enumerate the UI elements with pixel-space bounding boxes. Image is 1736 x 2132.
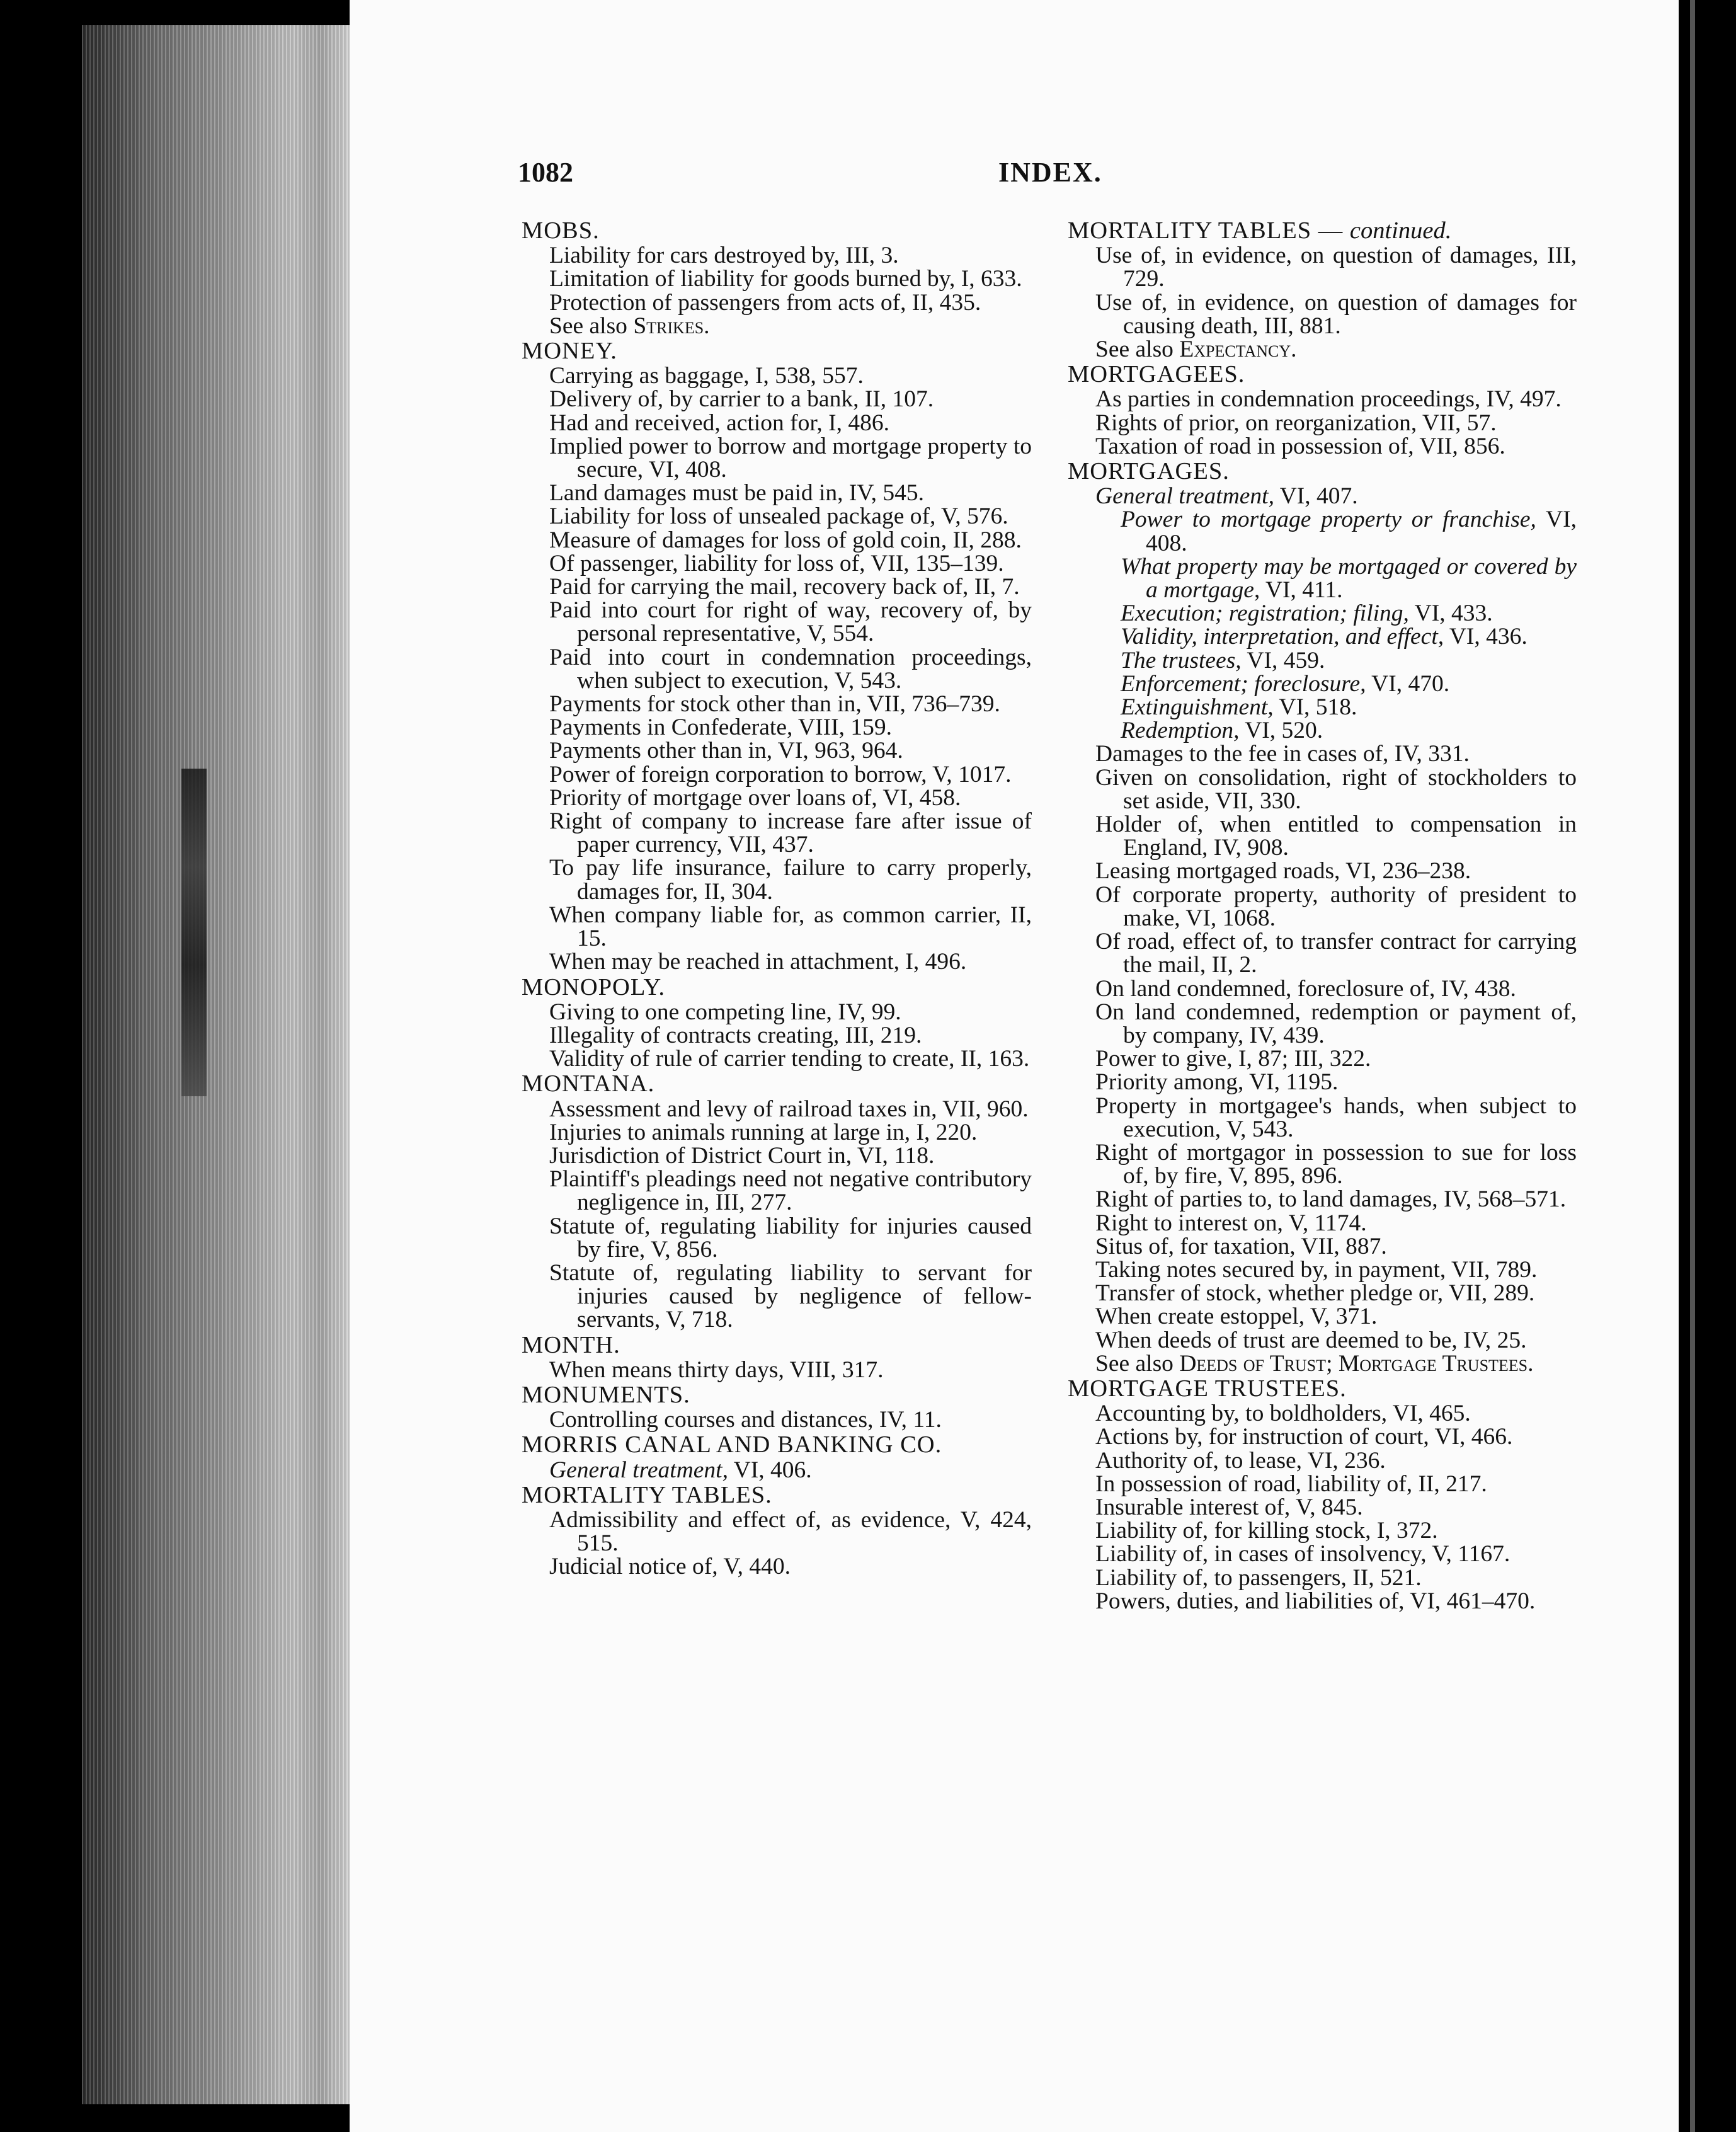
entry-text: To pay life insurance, failure to carry properly, damages for, II, 304. [549,855,1032,905]
index-entry [1068,696,1577,719]
index-entry [1068,1141,1577,1188]
index-entry [522,763,1032,786]
index-entry [1068,672,1577,696]
entry-text: Admissibility and effect of, as evidence, V, 424, 515. [549,1506,1032,1557]
entry-text: MORTALITY TABLES — [1068,217,1350,244]
entry-text: MORRIS CANAL AND BANKING CO. [522,1431,942,1459]
entry-text: Validity of rule of carrier tending to create, II, 163. [549,1046,1030,1072]
index-entry [1068,1047,1577,1070]
index-entry [522,646,1032,692]
index-heading [522,1381,1032,1408]
index-entry [522,529,1032,552]
index-heading [522,219,1032,243]
index-heading [522,1481,1032,1508]
entry-text: MORTGAGEES. [1068,361,1245,388]
index-entry [1068,338,1577,361]
entry-text: Right of parties to, to land damages, IV, 568–571. [1095,1186,1567,1213]
index-entry [522,411,1032,435]
index-entry [522,716,1032,739]
index-entry [522,856,1032,903]
entry-text: Controlling courses and distances, IV, 11. [549,1407,942,1433]
index-heading [1068,1377,1577,1401]
entry-text: See also [1095,1350,1180,1377]
entry-text: Actions by, for instruction of court, VI, 466. [1095,1424,1513,1450]
continued-marker: continued. [1349,217,1452,244]
index-entry [522,1047,1032,1070]
entry-italic-label: Enforcement; foreclosure, [1121,670,1366,697]
entry-text: See also [549,312,634,339]
entry-text: MONOPOLY. [522,973,665,1000]
index-entry [1068,1425,1577,1448]
entry-text: Use of, in evidence, on question of damages, III, 729. [1095,243,1577,292]
entry-text: MONTH. [522,1331,620,1358]
index-entry [522,481,1032,505]
index-entry [522,739,1032,762]
entry-text: When means thirty days, VIII, 317. [549,1356,884,1383]
index-entry [1068,555,1577,602]
index-entry [522,1144,1032,1167]
entry-text: MOBS. [522,217,600,244]
index-entry [1068,411,1577,435]
entry-italic-label: Validity, interpretation, and effect, [1121,624,1444,650]
entry-text: See also [1095,336,1180,363]
entry-text: Property in mortgagee's hands, when subject to execution, V, 543. [1095,1092,1577,1142]
entry-text: Liability of, to passengers, II, 521. [1095,1564,1422,1591]
index-heading [1068,363,1577,386]
entry-text: As parties in condemnation proceedings, IV, 497. [1095,386,1562,413]
entry-text: MONEY. [522,338,617,365]
entry-text: Taking notes secured by, in payment, VII, 789. [1095,1256,1538,1283]
index-entry [1068,1070,1577,1094]
index-entry [1068,766,1577,813]
entry-text: MORTGAGES. [1068,458,1230,485]
index-entry [1068,435,1577,458]
index-entry [1068,291,1577,338]
index-entry [522,1459,1032,1482]
index-entry [522,599,1032,645]
entry-text: Had and received, action for, I, 486. [549,410,889,436]
entry-text: Holder of, when entitled to compensation in England, IV, 908. [1095,811,1577,861]
entry-text: When may be reached in attachment, I, 496. [549,949,967,975]
entry-text: VI, 411. [1260,577,1343,604]
entry-text: Paid into court in condemnation proceedings, when subject to execution, V, 543. [549,644,1032,694]
entry-text: Statute of, regulating liability to servant for injuries caused by negligence of fellow-servants, V, 718. [549,1259,1032,1333]
index-heading [522,973,1032,1000]
index-entry [1068,1402,1577,1425]
entry-text: On land condemned, redemption or payment of, by company, IV, 439. [1095,999,1577,1048]
index-entry [1068,1449,1577,1472]
index-entry [522,552,1032,575]
cross-reference: Deeds of Trust; Mortgage Trustees. [1179,1350,1534,1377]
entry-italic-label: General treatment, [1095,483,1274,510]
index-entry [522,1098,1032,1121]
index-entry [522,1000,1032,1024]
page-number: 1082 [518,157,573,188]
index-entry [1068,1212,1577,1235]
entry-text: In possession of road, liability of, II, 217. [1095,1470,1487,1497]
entry-text: Delivery of, by carrier to a bank, II, 107. [549,386,934,413]
entry-text: Giving to one competing line, IV, 99. [549,999,901,1025]
entry-text: Liability for loss of unsealed package of, V, 576. [549,503,1008,530]
entry-text: Priority among, VI, 1195. [1095,1069,1339,1096]
entry-text: Damages to the fee in cases of, IV, 331. [1095,741,1470,767]
entry-text: MONTANA. [522,1070,655,1098]
entry-text: VI, 408. [1146,507,1577,556]
index-entry [1068,1519,1577,1542]
entry-text: Transfer of stock, whether pledge or, VII, 289. [1095,1280,1535,1307]
index-entry [1068,508,1577,554]
entry-text: Accounting by, to boldholders, VI, 465. [1095,1401,1471,1427]
entry-text: VI, 406. [728,1457,812,1483]
entry-text: Limitation of liability for goods burned by, I, 633. [549,266,1022,292]
index-entry [1068,930,1577,977]
index-entry [1068,625,1577,648]
index-entry [1068,1542,1577,1566]
index-entry [522,387,1032,411]
entry-text: VI, 518. [1273,694,1357,721]
index-entry [1068,1281,1577,1305]
entry-text: Use of, in evidence, on question of damages for causing death, III, 881. [1095,289,1577,339]
entry-text: When create estoppel, V, 371. [1095,1304,1378,1330]
index-entry [1068,484,1577,508]
entry-text: Given on consolidation, right of stockholders to set aside, VII, 330. [1095,764,1577,814]
entry-text: VI, 470. [1366,670,1450,697]
index-entry [1068,602,1577,625]
entry-italic-label: The trustees, [1121,647,1242,673]
index-entry [522,786,1032,810]
entry-text: Carrying as baggage, I, 538, 557. [549,363,864,389]
entry-text: Power of foreign corporation to borrow, V, 1017. [549,761,1012,788]
entry-text: Right of company to increase fare after issue of paper currency, VII, 437. [549,808,1032,858]
running-head: INDEX. [998,157,1102,188]
entry-text: Liability for cars destroyed by, III, 3. [549,243,899,269]
index-entry [522,1215,1032,1261]
entry-text: Of passenger, liability for loss of, VII, 135–139. [549,550,1004,576]
index-heading [522,340,1032,363]
entry-text: Jurisdiction of District Court in, VI, 118. [549,1142,935,1169]
index-entry [1068,719,1577,742]
entry-text: Injuries to animals running at large in, I, 220. [549,1119,978,1145]
entry-text: Of road, effect of, to transfer contract for carrying the mail, II, 2. [1095,929,1577,978]
index-entry [1068,1094,1577,1141]
entry-text: MONUMENTS. [522,1381,690,1408]
entry-text: Plaintiff's pleadings need not negative contributory negligence in, III, 277. [549,1166,1032,1216]
index-entry [1068,1352,1577,1375]
entry-text: Power to give, I, 87; III, 322. [1095,1046,1371,1072]
index-column-left [522,217,1032,1579]
entry-italic-label: General treatment, [549,1457,728,1483]
index-column-right [1068,217,1577,1613]
entry-text: Of corporate property, authority of president to make, VI, 1068. [1095,881,1577,931]
index-entry [522,267,1032,290]
index-entry [522,244,1032,267]
index-entry [522,575,1032,599]
index-entry [522,1408,1032,1431]
spine-label-mark [181,769,207,1096]
right-page-edge [1679,0,1736,2132]
index-heading [1068,460,1577,483]
index-entry [522,1555,1032,1578]
index-entry [522,364,1032,387]
index-entry [1068,244,1577,290]
index-entry [1068,977,1577,1000]
entry-text: Judicial notice of, V, 440. [549,1554,791,1580]
index-entry [1068,1235,1577,1258]
entry-text: Liability of, for killing stock, I, 372. [1095,1518,1438,1544]
index-heading [522,1331,1032,1358]
cross-reference: Expectancy. [1179,336,1297,363]
entry-text: Payments for stock other than in, VII, 736–739. [549,691,1000,718]
entry-text: Illegality of contracts creating, III, 219. [549,1022,922,1048]
entry-text: Powers, duties, and liabilities of, VI, 461–470. [1095,1588,1536,1614]
entry-text: Measure of damages for loss of gold coin, II, 288. [549,527,1022,553]
index-entry [522,314,1032,338]
entry-italic-label: Power to mortgage property or franchise, [1121,507,1536,533]
book-page-edges [82,25,353,2104]
entry-text: MORTGAGE TRUSTEES. [1068,1375,1347,1402]
index-entry [1068,1258,1577,1281]
entry-text: Payments other than in, VI, 963, 964. [549,738,903,764]
index-entry [1068,1188,1577,1211]
index-entry [522,1508,1032,1555]
entry-text: Statute of, regulating liability for injuries caused by fire, V, 856. [549,1213,1032,1263]
index-heading [1068,219,1577,243]
index-entry [522,1121,1032,1144]
index-entry [522,1261,1032,1332]
index-entry [1068,883,1577,930]
entry-text: When deeds of trust are deemed to be, IV, 25. [1095,1327,1527,1353]
entry-text: Priority of mortgage over loans of, VI, 458. [549,784,961,811]
index-entry [522,505,1032,528]
index-entry [522,1167,1032,1214]
index-entry [522,435,1032,481]
index-entry [1068,1472,1577,1496]
index-entry [1068,1329,1577,1352]
entry-text: VI, 433. [1408,600,1493,627]
index-heading [522,1433,1032,1457]
index-entry [1068,742,1577,765]
entry-text: Insurable interest of, V, 845. [1095,1494,1363,1520]
index-entry [1068,1590,1577,1613]
entry-text: Situs of, for taxation, VII, 887. [1095,1233,1387,1259]
entry-text: MORTALITY TABLES. [522,1481,772,1508]
entry-text: Land damages must be paid in, IV, 545. [549,480,925,507]
index-entry [1068,649,1577,672]
entry-italic-label: Execution; registration; filing, [1121,600,1409,627]
index-entry [1068,387,1577,411]
entry-text: Right to interest on, V, 1174. [1095,1210,1367,1236]
index-entry [1068,1496,1577,1519]
entry-text: Authority of, to lease, VI, 236. [1095,1447,1386,1474]
cross-reference: Strikes. [633,312,710,339]
index-entry [522,903,1032,950]
entry-italic-label: Extinguishment, [1121,694,1274,721]
entry-italic-label: Redemption, [1121,718,1240,744]
index-entry [522,1024,1032,1047]
entry-text: Paid for carrying the mail, recovery back of, II, 7. [549,574,1020,600]
entry-text: Right of mortgagor in possession to sue for loss of, by fire, V, 895, 896. [1095,1139,1577,1189]
index-entry [522,692,1032,716]
entry-text: Paid into court for right of way, recovery of, by personal representative, V, 554. [549,597,1032,647]
index-entry [522,1358,1032,1382]
entry-text: Rights of prior, on reorganization, VII, 57. [1095,410,1497,436]
entry-text: VI, 520. [1239,718,1323,744]
index-entry [1068,813,1577,859]
index-entry [1068,859,1577,883]
entry-italic-label: What property may be mortgaged or covered by a mortgage, [1121,553,1577,604]
index-entry [1068,1000,1577,1047]
entry-text: Leasing mortgaged roads, VI, 236–238. [1095,858,1471,885]
entry-text: Implied power to borrow and mortgage property to secure, VI, 408. [549,433,1032,483]
index-entry [522,950,1032,973]
index-entry [1068,1566,1577,1590]
index-entry [1068,1305,1577,1328]
entry-text: When company liable for, as common carrier, II, 15. [549,902,1032,952]
entry-text: Taxation of road in possession of, VII, 856. [1095,433,1505,459]
index-entry [522,291,1032,314]
entry-text: Liability of, in cases of insolvency, V, 1167. [1095,1541,1510,1567]
entry-text: On land condemned, foreclosure of, IV, 438. [1095,975,1516,1002]
entry-text: Assessment and levy of railroad taxes in, VII, 960. [549,1096,1029,1122]
entry-text: VI, 459. [1241,647,1325,673]
entry-text: Payments in Confederate, VIII, 159. [549,714,892,741]
entry-text: VI, 407. [1274,483,1358,510]
index-entry [522,810,1032,856]
index-heading [522,1072,1032,1096]
entry-text: Protection of passengers from acts of, II, 435. [549,289,981,316]
entry-text: VI, 436. [1444,624,1528,650]
